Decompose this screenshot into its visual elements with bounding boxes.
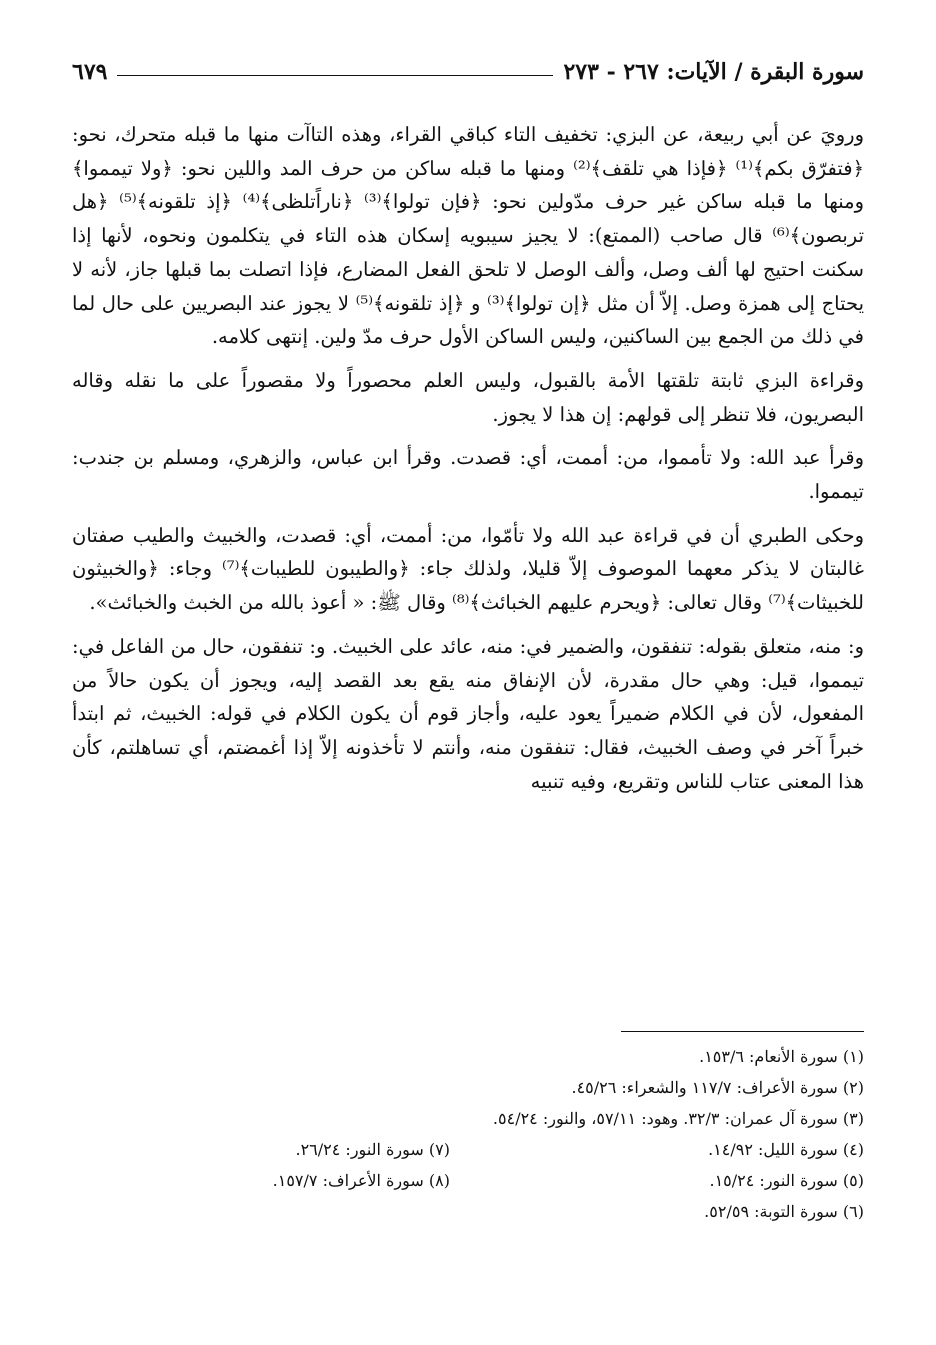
footnote-column-left xyxy=(160,1134,450,1196)
paragraph: ورويَ عن أبي ربيعة، عن البزي: تخفيف التاء كباقي القراء، وهذه التاآت منها ما قبله متحرك، نحو: ﴿فتفرّق بكم﴾⁽¹⁾ ﴿فإذا هي تلقف﴾⁽²⁾ ومنها ما قبله ساكن من حرف المد واللين نحو: ﴿ولا تيمموا﴾ ومنها ما قبله ساكن غير حرف مدّولين نحو: ﴿فإن تولوا﴾⁽³⁾ ﴿ناراًتلظى﴾⁽⁴⁾ ﴿إذ تلقونه﴾⁽⁵⁾ ﴿هل تربصون﴾⁽⁶⁾ قال صاحب (الممتع): لا يجيز سيبويه إسكان هذه التاء في يتكلمون ونحوه، لأنها إذا سكنت احتيج لها ألف وصل، وألف الوصل لا تلحق الفعل المضارع، فإذا اتصلت بما قبلها جاز، لأنه لا يحتاج إلى همزة وصل. إلاّ أن مثل ﴿إن تولوا﴾⁽³⁾ و ﴿إذ تلقونه﴾⁽⁵⁾ لا يجوز عند البصريين على حال لما في ذلك من الجمع بين الساكنين، وليس الساكن الأول حرف مدّ ولين. إنتهى كلامه. xyxy=(72,123,865,349)
footnote: (٥) سورة النور: ١٥/٢٤. xyxy=(709,1171,864,1190)
running-title: سورة البقرة / الآيات: ٢٦٧ - ٢٧٣ xyxy=(563,59,864,85)
paragraph: وقراءة البزي ثابتة تلقتها الأمة بالقبول، وليس العلم محصوراً ولا مقصوراً على ما نقله وقاله البصريون، فلا تنظر إلى قولهم: إن هذا لا يجوز. xyxy=(72,368,864,426)
footnote: (٧) سورة النور: ٢٦/٢٤. xyxy=(295,1140,450,1159)
main-text xyxy=(72,118,864,808)
footnote: (٨) سورة الأعراف: ١٥٧/٧. xyxy=(272,1171,450,1190)
footnote-separator xyxy=(621,1031,864,1032)
header-rule xyxy=(117,75,553,76)
footnote: (١) سورة الأنعام: ١٥٣/٦. xyxy=(699,1047,864,1066)
paragraph: وحكى الطبري أن في قراءة عبد الله ولا تأمّوا، من: أممت، أي: قصدت، والخبيث والطيب صفتان غالبتان لا يذكر معهما الموصوف إلاّ قليلا، ولذلك جاء: ﴿والطيبون للطيبات﴾⁽⁷⁾ وجاء: ﴿والخبيثون للخبيثات﴾⁽⁷⁾ وقال تعالى: ﴿ويحرم عليهم الخبائث﴾⁽⁸⁾ وقال ﷺ: « أعوذ بالله من الخبث والخبائث». xyxy=(72,523,864,615)
page-header xyxy=(72,52,864,92)
footnote: (٤) سورة الليل: ١٤/٩٢. xyxy=(708,1140,864,1159)
paragraph: وقرأ عبد الله: ولا تأمموا، من: أممت، أي: قصدت. وقرأ ابن عباس، والزهري، ومسلم بن جندب: تيمموا. xyxy=(72,446,864,504)
footnote: (٣) سورة آل عمران: ٣٢/٣. وهود: ٥٧/١١، والنور: ٥٤/٢٤. xyxy=(492,1109,864,1128)
footnotes xyxy=(72,1041,864,1241)
footnote: (٢) سورة الأعراف: ١١٧/٧ والشعراء: ٤٥/٢٦. xyxy=(571,1078,864,1097)
page-number: ٦٧٩ xyxy=(72,59,108,85)
footnote: (٦) سورة التوبة: ٥٢/٥٩. xyxy=(704,1202,864,1221)
paragraph: و: منه، متعلق بقوله: تنفقون، والضمير في: منه، عائد على الخبيث. و: تنفقون، حال من الفاعل في: تيمموا، قيل: وهي حال مقدرة، لأن الإنفاق منه يقع بعد القصد إليه، ويجوز أن يكون حالاً من المفعول، لأن في الكلام ضميراً يعود عليه، وأجاز قوم أن يكون الكلام في قوله: الخبيث، ثم ابتدأ خبراً آخر في وصف الخبيث، فقال: تنفقون منه، وأنتم لا تأخذونه إلاّ إذا أغمضتم، أي تساهلتم، كأن هذا المعنى عتاب للناس وتقريع، وفيه تنبيه xyxy=(72,634,864,793)
